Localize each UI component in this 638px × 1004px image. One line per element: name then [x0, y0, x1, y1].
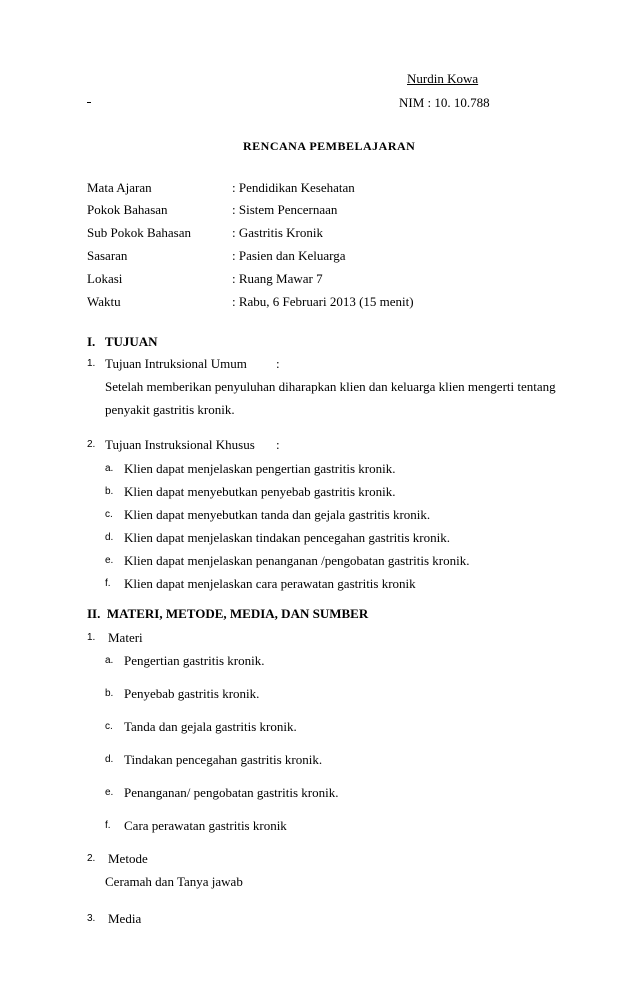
list-letter: c.	[105, 721, 113, 732]
list-number: 1.	[87, 358, 96, 369]
tiu-title: Tujuan Intruksional Umum	[105, 356, 247, 371]
info-value: : Sistem Pencernaan	[232, 202, 338, 217]
list-letter: b.	[105, 688, 114, 699]
tiu-text-line: penyakit gastritis kronik.	[105, 402, 235, 417]
section-heading-materi: II. MATERI, METODE, MEDIA, DAN SUMBER	[87, 606, 369, 621]
info-label: Lokasi	[87, 271, 123, 286]
media-title: Media	[108, 911, 142, 926]
metode-title: Metode	[108, 851, 148, 866]
list-letter: a.	[105, 463, 114, 474]
nim-number: NIM : 10. 10.788	[399, 95, 490, 110]
list-item: Cara perawatan gastritis kronik	[124, 818, 287, 833]
list-item: Tindakan pencegahan gastritis kronik.	[124, 752, 323, 767]
tik-colon: :	[276, 437, 280, 452]
section-heading-tujuan: I. TUJUAN	[87, 334, 158, 349]
info-value: : Pendidikan Kesehatan	[232, 180, 355, 195]
list-letter: f.	[105, 578, 111, 589]
info-label: Waktu	[87, 294, 121, 309]
list-letter: f.	[105, 820, 111, 831]
list-item: Klien dapat menjelaskan pengertian gastritis kronik.	[124, 461, 396, 476]
metode-text: Ceramah dan Tanya jawab	[105, 874, 243, 889]
list-item: Klien dapat menyebutkan penyebab gastritis kronik.	[124, 484, 396, 499]
list-item: Klien dapat menjelaskan tindakan pencegahan gastritis kronik.	[124, 530, 450, 545]
info-label: Sub Pokok Bahasan	[87, 225, 191, 240]
info-value: : Ruang Mawar 7	[232, 271, 323, 286]
list-letter: e.	[105, 787, 114, 798]
list-item: Penanganan/ pengobatan gastritis kronik.	[124, 785, 339, 800]
list-item: Klien dapat menjelaskan penanganan /pengobatan gastritis kronik.	[124, 553, 470, 568]
info-label: Pokok Bahasan	[87, 202, 168, 217]
list-letter: d.	[105, 754, 114, 765]
info-value: : Gastritis Kronik	[232, 225, 323, 240]
list-item: Penyebab gastritis kronik.	[124, 686, 260, 701]
info-value: : Rabu, 6 Februari 2013 (15 menit)	[232, 294, 414, 309]
list-letter: a.	[105, 655, 114, 666]
dash-mark	[87, 102, 91, 103]
list-number: 1.	[87, 632, 96, 643]
materi-title: Materi	[108, 630, 143, 645]
list-letter: c.	[105, 509, 113, 520]
info-label: Mata Ajaran	[87, 180, 152, 195]
list-letter: d.	[105, 532, 114, 543]
list-letter: b.	[105, 486, 114, 497]
tiu-colon: :	[276, 356, 280, 371]
list-item: Klien dapat menjelaskan cara perawatan gastritis kronik	[124, 576, 416, 591]
list-number: 2.	[87, 853, 96, 864]
info-value: : Pasien dan Keluarga	[232, 248, 346, 263]
list-item: Tanda dan gejala gastritis kronik.	[124, 719, 297, 734]
list-number: 3.	[87, 913, 96, 924]
list-item: Pengertian gastritis kronik.	[124, 653, 265, 668]
tik-title: Tujuan Instruksional Khusus	[105, 437, 255, 452]
document-title: RENCANA PEMBELAJARAN	[243, 139, 416, 153]
author-name: Nurdin Kowa	[407, 71, 479, 86]
list-item: Klien dapat menyebutkan tanda dan gejala gastritis kronik.	[124, 507, 431, 522]
list-number: 2.	[87, 439, 96, 450]
tiu-text-line: Setelah memberikan penyuluhan diharapkan klien dan keluarga klien mengerti tentang	[105, 379, 556, 394]
info-label: Sasaran	[87, 248, 128, 263]
list-letter: e.	[105, 555, 114, 566]
